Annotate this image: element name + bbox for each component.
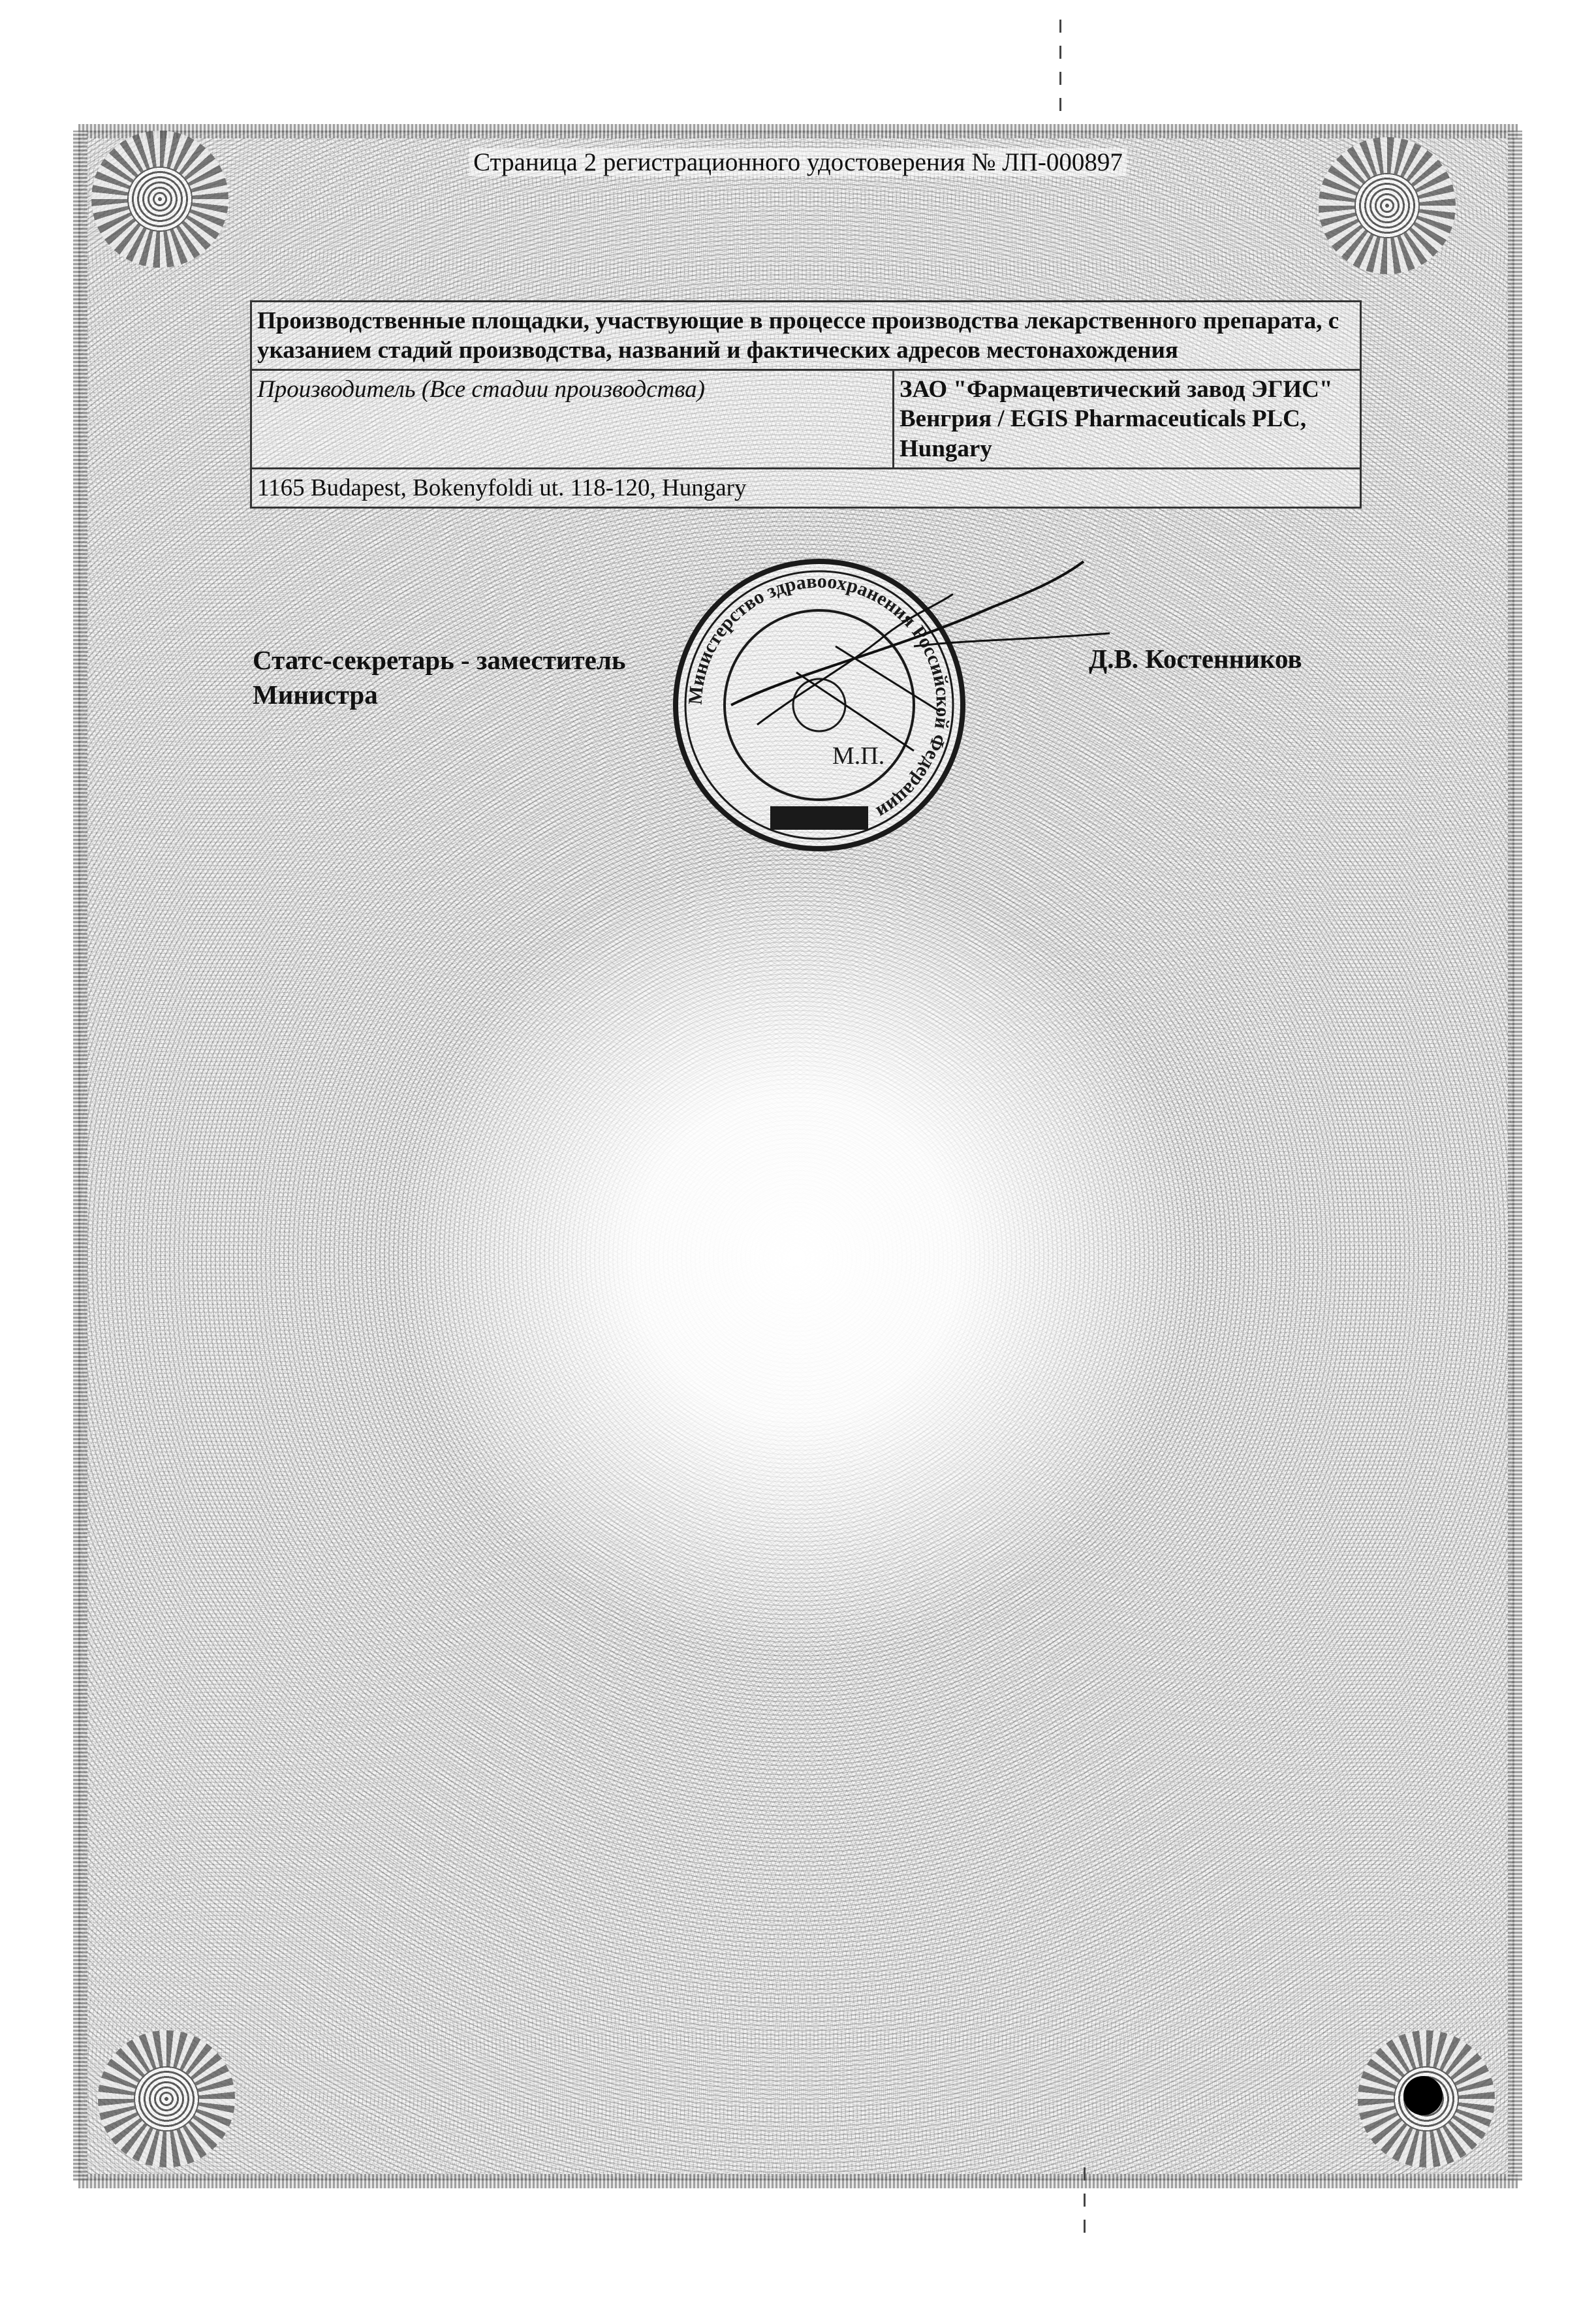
stamp-ring-text: Министерство здравоохранения Российской Федерации	[684, 570, 954, 823]
table-row	[251, 468, 1361, 507]
handwritten-signature	[718, 555, 1123, 764]
frame-bottom-border	[78, 2174, 1518, 2188]
signer-position-line1: Статс-секретарь - заместитель	[253, 645, 626, 675]
frame-top-border	[78, 124, 1518, 138]
table-row	[251, 302, 1361, 370]
table-row	[251, 370, 1361, 468]
corner-rosette-bottom-left	[98, 2030, 235, 2167]
punch-hole-mark	[1403, 2076, 1443, 2115]
signer-position	[253, 643, 710, 713]
stamp-bottom-bar	[770, 806, 868, 830]
production-sites-table	[250, 300, 1362, 509]
frame-right-border	[1508, 131, 1522, 2180]
cut-line-bottom	[1084, 2154, 1086, 2233]
stamp-inner-text: М.П.	[832, 742, 885, 770]
signer-position-line2: Министра	[253, 680, 378, 710]
frame-left-border	[73, 131, 87, 2180]
table-heading: Производственные площадки, участвующие в процессе производства лекарственного препарата, с указанием стадий производства, названий и фактических адресов местонахождения	[251, 302, 1361, 370]
manufacturer-name: ЗАО "Фармацевтический завод ЭГИС" Венгрия / EGIS Pharmaceuticals PLC, Hungary	[894, 370, 1361, 468]
manufacturer-address: 1165 Budapest, Bokenyfoldi ut. 118-120, Hungary	[251, 468, 1361, 507]
signer-name: Д.В. Костенников	[1089, 644, 1302, 674]
manufacturer-role: Производитель (Все стадии производства)	[251, 370, 894, 468]
page-title-text: Страница 2 регистрационного удостоверения № ЛП-000897	[469, 148, 1127, 176]
page-title	[0, 148, 1596, 177]
cut-line-top	[1059, 7, 1061, 111]
